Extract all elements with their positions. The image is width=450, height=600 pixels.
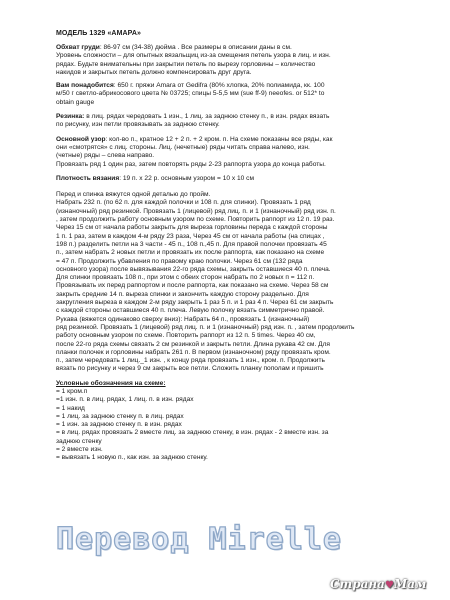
line-text: Перед и спинка вяжутся одной деталью до пройм. <box>56 191 211 199</box>
line-text: = 1 кром.п <box>56 387 88 395</box>
text-line <box>56 266 424 274</box>
text-line <box>56 44 424 52</box>
text-line <box>56 241 424 249</box>
text-line <box>56 388 424 396</box>
text-line <box>56 341 424 349</box>
line-text: они «смотрятся» с лиц. стороны. Лиц. (нечетные) ряды читать справа налево, изн. <box>56 143 310 151</box>
translator-watermark: Перевод Mirelle <box>56 522 342 557</box>
line-text: п., затем набрать 2 новых петли и провязать их после раппорта, как показано на схеме <box>56 249 325 257</box>
text-line <box>56 421 424 429</box>
line-text: с каждой стороны оставшиеся 40 п. плеча. Левую полочку вязать симметрично правой. <box>56 307 325 315</box>
text-line <box>56 405 424 413</box>
text-line <box>56 199 424 207</box>
line-text: рядах. Будьте внимательны при закрытии петель по вырезу горловины – количество <box>56 60 316 68</box>
line-text: = 1 лиц. за заднюю стенку п. в лиц. рядах <box>56 412 184 420</box>
line-text: (четные) ряды – слева направо. <box>56 152 155 160</box>
section-label: Резинка: <box>56 113 85 121</box>
text-line <box>56 454 424 462</box>
text-line <box>56 144 424 152</box>
line-text: 1 п. 1 раз, затем в каждом 4-м ряду 23 раза, Через 45 см от начала работы (на спицах , <box>56 232 325 240</box>
line-text: ряд резинкой. Провязать 1 (лицевой) ряд лиц. п. и 1 (изнаночный) ряд изн. п. , затем продолжить <box>56 323 355 331</box>
text-line <box>56 113 424 121</box>
line-text: = 47 п. Продолжить убавления по правому краю полочки. Через 61 см (132 ряда <box>56 257 303 265</box>
line-text: накидов и закрытых петель должно компенсировать друг друга. <box>56 68 252 76</box>
line-text: закругления выреза в каждом 2-м ряду закрыть 1 раз 5 п. и 1 раз 4 п. Через 61 см закрыть <box>56 299 334 307</box>
text-line <box>56 121 424 129</box>
text-line <box>56 446 424 454</box>
line-text: (изнаночный) ряд резинкой. Провязать 1 (лицевой) ряд лиц. п. и 1 (изнаночный) ряд изн. п. <box>56 207 336 215</box>
line-text: Набрать 232 п. (по 62 п. для каждой полочки и 108 п. для спинки). Провязать 1 ряд <box>56 199 311 207</box>
line-text: Провязывать их перед раппортом и после раппорта, как показано на схеме. Через 58 см <box>56 282 329 290</box>
line-text: : кол-во п., кратное 12 + 2 п. + 2 кром. п. На схеме показаны все ряды, как <box>105 135 333 143</box>
text-line <box>56 291 424 299</box>
legend-heading: Условные обозначения на схеме: <box>56 379 166 387</box>
text-line <box>56 90 424 98</box>
text-line <box>56 282 424 290</box>
text-line <box>56 438 424 446</box>
text-line <box>56 61 424 69</box>
text-line <box>56 99 424 107</box>
text-line <box>56 191 424 199</box>
text-line <box>56 413 424 421</box>
text-line <box>56 380 424 388</box>
line-text: =1 изн. п. в лиц. рядах, 1 лиц. п. в изн. рядах <box>56 396 194 404</box>
text-line <box>56 258 424 266</box>
line-text: заднюю стенку <box>56 437 102 445</box>
pattern-title: МОДЕЛЬ 1329 «АМАРА» <box>56 30 141 37</box>
text-line <box>56 429 424 437</box>
heart-icon: ♥ <box>384 580 394 591</box>
line-text: Провязать ряд 1 один раз, затем повторять ряды 2-23 раппорта узора до конца работы. <box>56 160 326 168</box>
section-label: Основной узор <box>56 135 106 143</box>
text-line <box>56 349 424 357</box>
text-line <box>56 324 424 332</box>
line-text: : 19 п. х 22 р. основным узором = 10 х 10 см <box>119 174 255 182</box>
line-text: м/50 г светло-абрикосового цвета № 03725; спицы 5-5,5 мм (sue ff-9) neeofes. or 512* to <box>56 90 325 98</box>
line-text: вязать по рисунку и через 9 см закрыть все петли. Сложить планку пополам и пришить <box>56 365 324 373</box>
line-text: в лиц. рядах чередовать 1 изн., 1 лиц. за заднюю стенку п., в изн. рядах вязать <box>84 113 330 121</box>
line-text: 198 п.) разделить петли на 3 части - 45 п., 108 п.,45 п. Для правой полочки провязать 45 <box>56 240 327 248</box>
site-logo-left: Страна <box>330 577 385 591</box>
text-line <box>56 233 424 241</box>
text-line <box>56 152 424 160</box>
text-line <box>56 161 424 169</box>
text-line <box>56 136 424 144</box>
line-text: по рисунку, изн петли провязывать за заднюю стенку. <box>56 121 220 129</box>
line-text: : 650 г. пряжи Amara от Gedifra (80% хлопка, 20% полиамида, кк. 100 <box>113 82 325 90</box>
section-label: Обхват груди <box>56 44 100 51</box>
text-line <box>56 52 424 60</box>
text-line <box>56 208 424 216</box>
section-label: Плотность вязания <box>56 174 120 182</box>
line-text: Через 15 см от начала работы закрыть для выреза горловины переда с каждой стороны <box>56 224 328 232</box>
text-line <box>56 396 424 404</box>
line-text: = вывязать 1 новую п., как изн. за заднюю стенку. <box>56 454 208 462</box>
text-line <box>56 249 424 257</box>
line-text: = 1 изн. за заднюю стенку п. в изн. рядах <box>56 421 182 429</box>
line-text: закрыть средние 14 п. выреза спинки и закончить каждую сторону раздельно. Для <box>56 290 309 298</box>
line-text: Уровень сложности – для опытных вязальщиц из-за смещения петель узора в лиц. и изн. <box>56 52 331 60</box>
line-text: работу основным узором по схеме. Повторить раппорт из 12 п. 5 times. Через 40 см, <box>56 332 316 340</box>
line-text: obtain gauge <box>56 98 95 106</box>
text-line <box>56 307 424 315</box>
text-line <box>56 175 424 183</box>
line-text: = 2 вместе изн. <box>56 446 103 454</box>
text-line <box>56 274 424 282</box>
line-text: : 86-97 см (34-38) дюйма . Все размеры в описании даны в см. <box>99 44 292 51</box>
line-text: планки полочек и горловины набрать 261 п. В первом (изнаночном) ряду провязать кром. <box>56 348 331 356</box>
line-text: = 1 накид <box>56 404 85 412</box>
text-line <box>56 357 424 365</box>
line-text: основного узора) после вывязывания 22-го ряда схемы, закрыть оставшиеся 40 п. плеча. <box>56 265 331 273</box>
text-line <box>56 69 424 77</box>
text-line <box>56 82 424 90</box>
line-text: после 22-го ряда схемы связать 2 см резинкой и закрыть петли. Длина рукава 42 см. Для <box>56 340 331 348</box>
section-label: Вам понадобится <box>56 82 114 90</box>
text-line <box>56 224 424 232</box>
site-logo-right: Мам <box>393 577 427 591</box>
text-line <box>56 216 424 224</box>
line-text: Для спинки провязать 108 п., при этом с обеих сторон набрать по 2 новых п = 112 п. <box>56 274 315 282</box>
site-logo <box>330 577 446 593</box>
text-line <box>56 332 424 340</box>
line-text: = в лиц. рядах провязать 2 вместе лиц. за заднюю стенку, в изн. рядах - 2 вместе изн. за <box>56 429 329 437</box>
line-text: Рукава (вяжется одинаково сверху вниз): Набрать 64 п., провязать 1 (изнаночный) <box>56 315 310 323</box>
text-line <box>56 299 424 307</box>
pattern-text <box>56 44 424 463</box>
spacer <box>56 183 424 191</box>
line-text: , затем продолжить работу основным узором по схеме. Повторить раппорт из 12 п. 19 раз. <box>56 216 335 224</box>
text-line <box>56 365 424 373</box>
line-text: п., затем чередовать 1 лиц._1 изн. , к концу ряда провязать 1 изн., кром. п. Продолжить <box>56 357 325 365</box>
text-line <box>56 316 424 324</box>
